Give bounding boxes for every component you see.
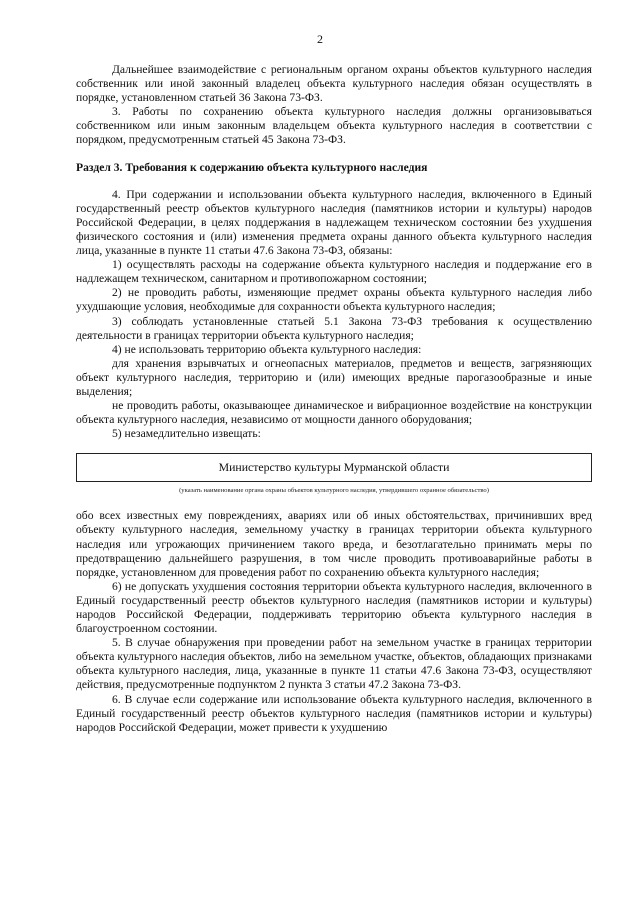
authority-name-field: Министерство культуры Мурманской области bbox=[76, 453, 592, 482]
list-item: 5) незамедлительно извещать: bbox=[112, 427, 261, 441]
list-item: 4) не использовать территорию объекта культурного наследия: bbox=[112, 342, 422, 356]
paragraph: 5. В случае обнаружения при проведении работ на земельном участке в границах территории объекта культурного наследия объектов, либо на земельном участке, объектов, обладающих признаками объекта культурного наследия, лица, указанные в пункте 11 статьи 47.6 Закона 73-ФЗ, осуществляют действия, предусмотренные подпунктом 2 пункта 3 статьи 47.2 Закона 73-ФЗ. bbox=[76, 636, 592, 692]
document-body bbox=[76, 63, 592, 735]
paragraph: обо всех известных ему повреждениях, авариях или об иных обстоятельствах, причинивших вред объекту культурного наследия, земельному участку в границах территории объекта культурного наследия или угрожающих причинением такого вреда, и безотлагательно принимать меры по предотвращению дальнейшего разрушения, в том числе проводить противоаварийные работы в порядке, установленном для проведения работ по сохранению объекта культурного наследия; bbox=[76, 509, 592, 579]
paragraph: 4. При содержании и использовании объекта культурного наследия, включенного в Единый государственный реестр объектов культурного наследия (памятников истории и культуры) народов Российской Федерации, в целях поддержания в надлежащем техническом состоянии без ухудшения физического состояния и (или) изменения предмета охраны данного объекта культурного наследия лица, указанные в пункте 11 статьи 47.6 Закона 73-ФЗ, обязаны: bbox=[76, 187, 592, 258]
paragraph: 3. Работы по сохранению объекта культурного наследия должны организовываться собственником или иным законным владельцем объекта культурного наследия в соответствии с порядком, предусмотренным статьей 45 Закона 73-ФЗ. bbox=[76, 105, 592, 147]
paragraph: Дальнейшее взаимодействие с региональным органом охраны объектов культурного наследия собственник или иной законный владелец объекта культурного наследия обязан осуществлять в порядке, установленном статьей 36 Закона 73-ФЗ. bbox=[76, 63, 592, 105]
paragraph: 6. В случае если содержание или использование объекта культурного наследия, включенного в Единый государственный реестр объектов культурного наследия (памятников истории и культуры) народов Российской Федерации, может привести к ухудшению bbox=[76, 692, 592, 734]
list-item: 3) соблюдать установленные статьей 5.1 Закона 73-ФЗ требования к осуществлению деятельности в границах территории объекта культурного наследия; bbox=[76, 314, 592, 342]
list-item: 2) не проводить работы, изменяющие предмет охраны объекта культурного наследия либо ухудшающие условия, необходимые для сохранности объекта культурного наследия; bbox=[76, 286, 592, 314]
page-number: 2 bbox=[317, 32, 323, 46]
list-item: для хранения взрывчатых и огнеопасных материалов, предметов и веществ, загрязняющих объект культурного наследия, территорию и (или) имеющих вредные парогазообразные и иные выделения; bbox=[76, 356, 592, 398]
authority-field-caption: (указать наименование органа охраны объектов культурного наследия, утвердившего охранное обязательство) bbox=[179, 487, 489, 495]
section-heading: Раздел 3. Требования к содержанию объекта культурного наследия bbox=[76, 160, 428, 174]
list-item: не проводить работы, оказывающее динамическое и вибрационное воздействие на конструкции объекта культурного наследия, независимо от мощности данного оборудования; bbox=[76, 399, 592, 427]
list-item: 1) осуществлять расходы на содержание объекта культурного наследия и поддержание его в надлежащем техническом, санитарном и противопожарном состоянии; bbox=[76, 258, 592, 286]
list-item: 6) не допускать ухудшения состояния территории объекта культурного наследия, включенного в Единый государственный реестр объектов культурного наследия (памятников истории и культуры) народов Российской Федерации, поддерживать территорию объекта культурного наследия в благоустроенном состоянии. bbox=[76, 579, 592, 636]
